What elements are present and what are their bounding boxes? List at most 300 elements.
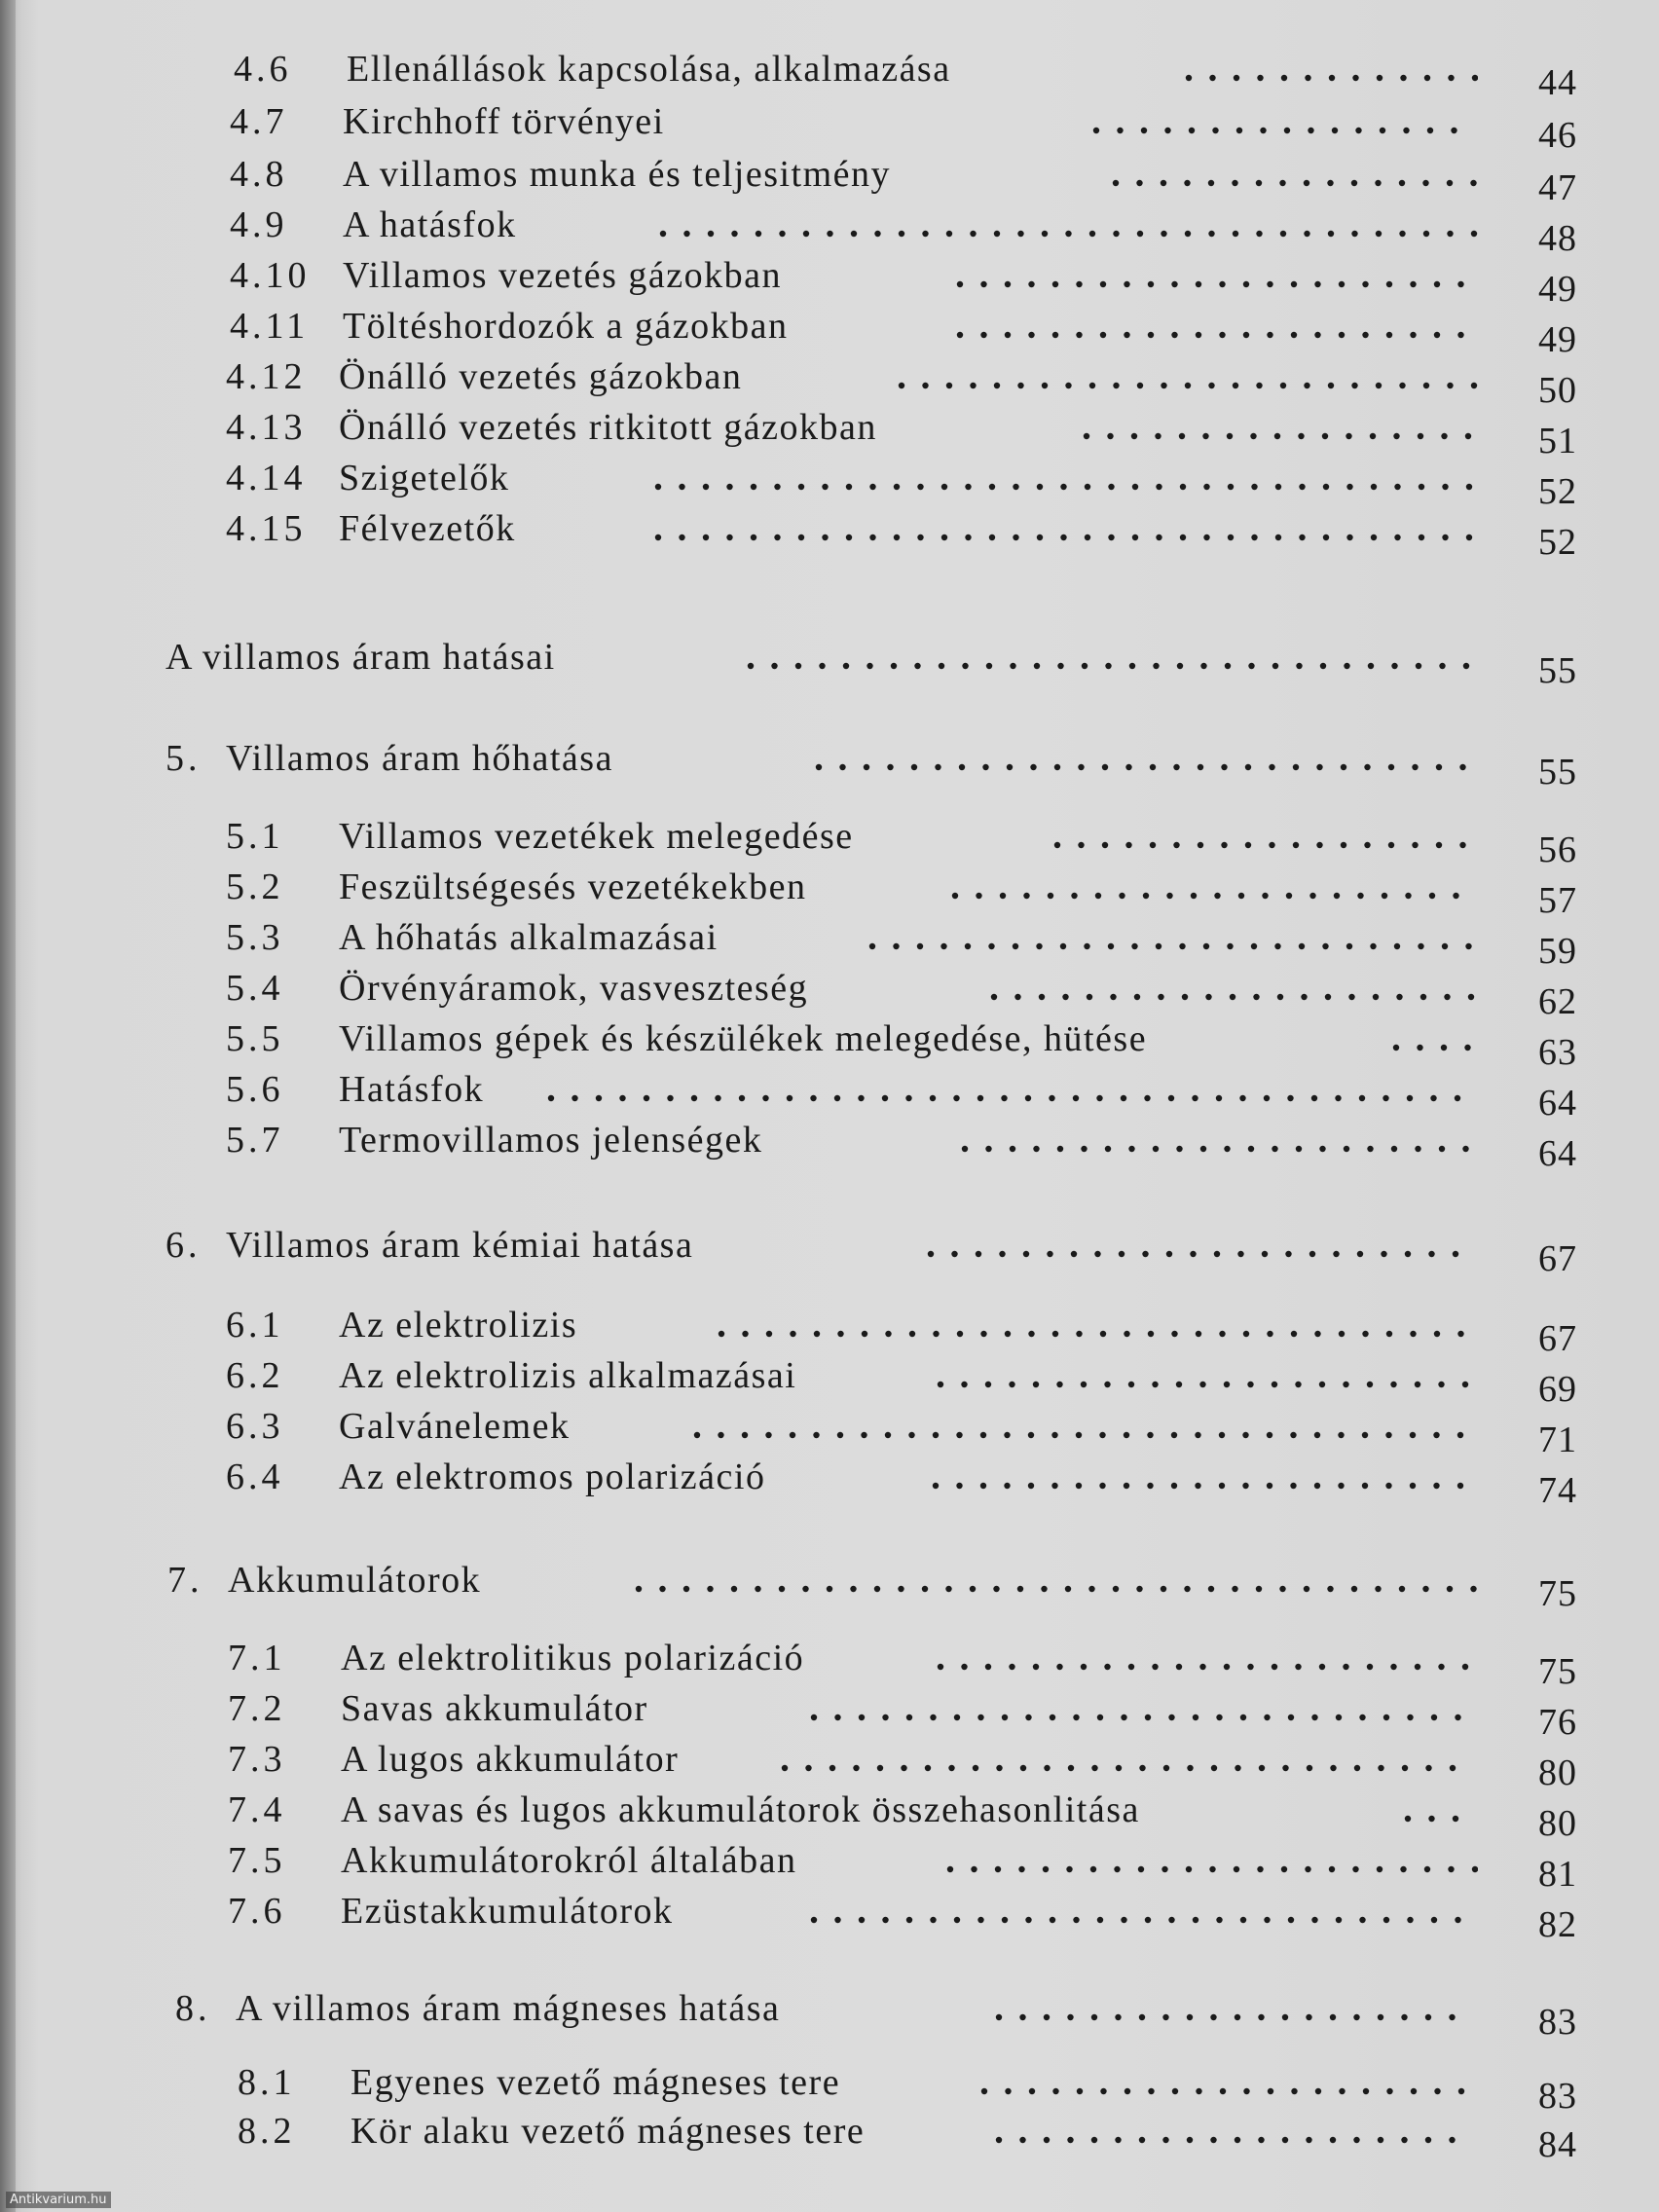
leader-dot <box>1219 1432 1225 1438</box>
toc-title: Ellenállások kapcsolása, alkalmazása <box>347 49 951 90</box>
toc-page-number: 46 <box>1538 115 1577 156</box>
dot-leader <box>896 354 1478 399</box>
leader-dot <box>1193 1917 1198 1923</box>
leader-dot <box>885 1432 891 1438</box>
leader-dot <box>1203 535 1209 540</box>
leader-dot <box>1306 2137 1311 2143</box>
leader-dot <box>1333 1251 1339 1257</box>
leader-dot <box>1388 842 1394 848</box>
dot-leader <box>657 203 1478 247</box>
leader-dot <box>1436 842 1442 848</box>
leader-dot <box>1210 2014 1216 2020</box>
toc-page-number: 75 <box>1538 1651 1577 1692</box>
leader-dot <box>991 994 997 1000</box>
leader-dot <box>1391 663 1397 669</box>
toc-title: A villamos áram hatásai <box>166 637 556 678</box>
leader-dot <box>1402 1765 1408 1771</box>
leader-dot <box>1385 1432 1391 1438</box>
leader-dot <box>861 1432 866 1438</box>
leader-dot <box>1400 75 1406 81</box>
leader-dot <box>917 484 923 490</box>
dot-leader <box>988 966 1478 1011</box>
leader-dot <box>976 1251 981 1257</box>
toc-page-number: 56 <box>1538 830 1577 870</box>
leader-dot <box>1256 1586 1262 1592</box>
leader-dot <box>1334 893 1340 899</box>
leader-dot <box>1401 2014 1407 2020</box>
leader-dot <box>1147 1483 1153 1489</box>
leader-dot <box>1316 764 1322 770</box>
toc-number: 7. <box>167 1560 203 1601</box>
leader-dot <box>1410 281 1416 287</box>
dot-leader <box>545 1067 1478 1112</box>
leader-dot <box>731 1586 737 1592</box>
toc-entry <box>228 1686 1659 1743</box>
leader-dot <box>1248 663 1254 669</box>
leader-dot <box>1267 1432 1272 1438</box>
leader-dot <box>1351 180 1357 186</box>
leader-dot <box>1362 1483 1368 1489</box>
leader-dot <box>1195 1432 1200 1438</box>
leader-dot <box>1453 893 1458 899</box>
leader-dot <box>1166 893 1172 899</box>
leader-dot <box>1152 1664 1158 1670</box>
leader-dot <box>993 1586 999 1592</box>
leader-dot <box>1076 1331 1082 1337</box>
toc-entry <box>226 865 1659 921</box>
leader-dot <box>1125 842 1131 848</box>
leader-dot <box>1447 383 1453 388</box>
toc-number: 4.9 <box>230 204 288 245</box>
leader-dot <box>1256 383 1262 388</box>
leader-dot <box>1087 994 1092 1000</box>
leader-dot <box>1367 1146 1373 1152</box>
leader-dot <box>802 1586 808 1592</box>
leader-dot <box>1327 1586 1333 1592</box>
leader-dot <box>1161 1586 1166 1592</box>
leader-dot <box>571 1095 577 1101</box>
leader-dot <box>1139 2137 1145 2143</box>
leader-dot <box>1470 1586 1476 1592</box>
toc-title: Kirchhoff törvényei <box>343 101 665 142</box>
leader-dot <box>1380 128 1385 133</box>
leader-dot <box>1085 535 1090 540</box>
leader-dot <box>1193 1714 1198 1720</box>
toc-page-number: 67 <box>1538 1318 1577 1359</box>
toc-title: Egyenes vezető mágneses tere <box>350 2062 841 2103</box>
toc-number: 4.11 <box>230 306 310 347</box>
leader-dot <box>1282 1765 1288 1771</box>
leader-dot <box>1243 281 1249 287</box>
toc-title: Villamos vezetés gázokban <box>343 255 782 296</box>
leader-dot <box>1235 1765 1240 1771</box>
leader-dot <box>1311 1917 1317 1923</box>
toc-page-number: 75 <box>1538 1573 1577 1614</box>
leader-dot <box>1364 842 1370 848</box>
toc-number: 4.7 <box>230 101 288 142</box>
leader-dot <box>1311 1714 1317 1720</box>
leader-dot <box>1107 433 1113 439</box>
leader-dot <box>962 1146 968 1152</box>
leader-dot <box>1441 1045 1447 1051</box>
leader-dot <box>1210 2137 1216 2143</box>
leader-dot <box>1399 231 1405 237</box>
leader-dot <box>1102 764 1108 770</box>
leader-dot <box>976 893 981 899</box>
leader-dot <box>834 1095 840 1101</box>
leader-dot <box>1002 1714 1008 1720</box>
leader-dot <box>1423 383 1429 388</box>
leader-dot <box>1258 2014 1264 2020</box>
leader-dot <box>1100 1331 1106 1337</box>
leader-dot <box>1115 2014 1121 2020</box>
leader-dot <box>980 281 986 287</box>
toc-entry <box>226 915 1659 972</box>
leader-dot <box>742 1331 748 1337</box>
leader-dot <box>970 231 976 237</box>
leader-dot <box>938 1664 943 1670</box>
toc-page-number: 64 <box>1538 1083 1577 1124</box>
leader-dot <box>655 484 661 490</box>
leader-dot <box>1267 281 1272 287</box>
leader-dot <box>1247 1382 1253 1387</box>
leader-dot <box>1005 281 1011 287</box>
leader-dot <box>1287 1095 1293 1101</box>
toc-number: 4.12 <box>226 356 307 397</box>
leader-dot <box>1128 1382 1134 1387</box>
leader-dot <box>893 943 899 949</box>
leader-dot <box>930 1917 936 1923</box>
leader-dot <box>1071 1251 1077 1257</box>
leader-dot <box>1158 994 1163 1000</box>
leader-dot <box>1067 2014 1073 2020</box>
leader-dot <box>827 1586 832 1592</box>
leader-dot <box>1013 535 1018 540</box>
leader-dot <box>965 484 971 490</box>
leader-dot <box>1431 1714 1437 1720</box>
dot-leader <box>935 1636 1478 1680</box>
toc-part <box>166 635 1659 691</box>
leader-dot <box>946 231 952 237</box>
leader-dot <box>1084 433 1089 439</box>
leader-dot <box>1403 128 1409 133</box>
leader-dot <box>1291 281 1297 287</box>
leader-dot <box>810 1095 816 1101</box>
leader-dot <box>1100 332 1106 338</box>
leader-dot <box>1351 1586 1357 1592</box>
leader-dot <box>1033 1146 1039 1152</box>
leader-dot <box>1065 231 1071 237</box>
toc-page-number: 52 <box>1538 471 1577 512</box>
leader-dot <box>715 1095 720 1101</box>
leader-dot <box>1084 943 1089 949</box>
leader-dot <box>1142 1251 1148 1257</box>
dot-leader <box>993 1986 1478 2031</box>
leader-dot <box>1005 332 1011 338</box>
leader-dot <box>1293 842 1299 848</box>
leader-dot <box>1455 1917 1460 1923</box>
leader-dot <box>1341 842 1346 848</box>
toc-chapter <box>167 1558 1659 1614</box>
leader-dot <box>1295 1664 1301 1670</box>
leader-dot <box>1368 663 1374 669</box>
leader-dot <box>755 1586 760 1592</box>
leader-dot <box>1184 1586 1190 1592</box>
leader-dot <box>1023 893 1029 899</box>
leader-dot <box>1305 1866 1310 1872</box>
leader-dot <box>1296 1146 1302 1152</box>
leader-dot <box>1129 663 1135 669</box>
dot-leader <box>808 1889 1478 1934</box>
leader-dot <box>1025 1714 1031 1720</box>
leader-dot <box>1457 332 1463 338</box>
toc-chapter <box>166 1223 1659 1279</box>
leader-dot <box>1044 2014 1050 2020</box>
leader-dot <box>1339 332 1345 338</box>
leader-dot <box>1250 433 1256 439</box>
leader-dot <box>1430 1095 1436 1101</box>
toc-title: Hatásfok <box>339 1069 485 1110</box>
leader-dot <box>1034 663 1040 669</box>
leader-dot <box>1291 1331 1297 1337</box>
toc-title: A hőhatás alkalmazásai <box>339 917 719 958</box>
leader-dot <box>1104 1664 1110 1670</box>
leader-dot <box>1438 1382 1444 1387</box>
dot-leader <box>935 1353 1478 1398</box>
leader-dot <box>869 535 875 540</box>
leader-dot <box>922 231 928 237</box>
leader-dot <box>659 1586 665 1592</box>
leader-dot <box>1275 535 1281 540</box>
leader-dot <box>1422 180 1428 186</box>
toc-entry <box>230 304 1659 360</box>
leader-dot <box>1346 943 1352 949</box>
leader-dot <box>548 1095 554 1101</box>
leader-dot <box>718 1432 723 1438</box>
leader-dot <box>1462 1146 1468 1152</box>
leader-dot <box>977 1714 983 1720</box>
leader-dot <box>751 535 756 540</box>
leader-dot <box>1453 1816 1458 1822</box>
leader-dot <box>1405 1816 1411 1822</box>
leader-dot <box>1195 1483 1200 1489</box>
leader-dot <box>1428 1816 1434 1822</box>
leader-dot <box>980 1331 986 1337</box>
leader-dot <box>1422 1586 1428 1592</box>
leader-dot <box>1378 2014 1383 2020</box>
leader-dot <box>1277 994 1283 1000</box>
leader-dot <box>1017 231 1023 237</box>
leader-dot <box>1161 383 1166 388</box>
toc-entry <box>230 152 1659 208</box>
leader-dot <box>795 663 801 669</box>
leader-dot <box>1224 1146 1230 1152</box>
leader-dot <box>933 1331 939 1337</box>
toc-number: 5.4 <box>226 968 284 1009</box>
leader-dot <box>1299 484 1305 490</box>
toc-entry <box>226 966 1659 1022</box>
leader-dot <box>1138 1866 1144 1872</box>
leader-dot <box>877 1765 883 1771</box>
leader-dot <box>970 383 976 388</box>
leader-dot <box>1073 1714 1079 1720</box>
toc-entry <box>228 1838 1659 1895</box>
toc-entry <box>226 405 1659 461</box>
leader-dot <box>1179 433 1185 439</box>
leader-dot <box>1470 180 1476 186</box>
leader-dot <box>1124 1432 1129 1438</box>
leader-dot <box>989 535 995 540</box>
leader-dot <box>1108 484 1114 490</box>
leader-dot <box>1269 764 1274 770</box>
leader-dot <box>703 484 709 490</box>
toc-title: Kör alaku vezető mágneses tere <box>350 2111 866 2152</box>
leader-dot <box>1314 1432 1320 1438</box>
leader-dot <box>1088 1586 1094 1592</box>
leader-dot <box>1191 893 1197 899</box>
leader-dot <box>1367 1382 1373 1387</box>
leader-dot <box>1371 484 1377 490</box>
leader-dot <box>1050 1714 1055 1720</box>
leader-dot <box>813 1432 819 1438</box>
leader-dot <box>1132 484 1138 490</box>
leader-dot <box>1301 994 1307 1000</box>
leader-dot <box>899 383 904 388</box>
leader-dot <box>1364 764 1370 770</box>
dot-leader <box>652 456 1478 500</box>
toc-number: 4.14 <box>226 458 307 498</box>
leader-dot <box>1100 2088 1106 2094</box>
leader-dot <box>1359 1917 1365 1923</box>
leader-dot <box>951 1251 957 1257</box>
toc-number: 4.6 <box>234 49 292 90</box>
dot-leader <box>954 253 1478 298</box>
toc-entry <box>226 1016 1659 1073</box>
leader-dot <box>1234 1866 1239 1872</box>
leader-dot <box>1163 1765 1169 1771</box>
leader-dot <box>1198 764 1203 770</box>
leader-dot <box>1304 383 1309 388</box>
leader-dot <box>1407 1095 1413 1101</box>
leader-dot <box>1280 231 1286 237</box>
leader-dot <box>965 943 971 949</box>
toc-page-number: 63 <box>1538 1032 1577 1073</box>
leader-dot <box>1057 1146 1063 1152</box>
leader-dot <box>1076 281 1082 287</box>
toc-entry <box>228 1636 1659 1692</box>
toc-number: 4.15 <box>226 508 307 549</box>
leader-dot <box>996 1765 1002 1771</box>
leader-dot <box>726 484 732 490</box>
leader-dot <box>1233 231 1238 237</box>
leader-dot <box>994 231 1000 237</box>
toc-page-number: 76 <box>1538 1702 1577 1743</box>
leader-dot <box>1119 893 1124 899</box>
toc-page-number: 50 <box>1538 370 1577 411</box>
leader-dot <box>864 764 869 770</box>
leader-dot <box>1148 1331 1154 1337</box>
leader-dot <box>1228 535 1234 540</box>
leader-dot <box>1214 1251 1220 1257</box>
toc-title: Az elektrolizis <box>339 1305 578 1346</box>
leader-dot <box>882 1095 888 1101</box>
leader-dot <box>1450 1765 1456 1771</box>
leader-dot <box>1243 1331 1249 1337</box>
leader-dot <box>1099 1483 1105 1489</box>
leader-dot <box>1171 281 1177 287</box>
dot-leader <box>716 1303 1478 1347</box>
leader-dot <box>774 535 780 540</box>
leader-dot <box>1357 1251 1363 1257</box>
leader-dot <box>1121 1714 1126 1720</box>
dot-leader <box>866 915 1478 960</box>
leader-dot <box>1054 764 1060 770</box>
leader-dot <box>1043 1866 1049 1872</box>
leader-dot <box>1236 128 1242 133</box>
leader-dot <box>1423 231 1429 237</box>
dot-leader <box>691 1404 1478 1449</box>
leader-dot <box>1019 2014 1025 2020</box>
leader-dot <box>933 1483 939 1489</box>
toc-entry <box>226 1118 1659 1174</box>
leader-dot <box>980 1432 986 1438</box>
leader-dot <box>1200 1146 1206 1152</box>
leader-dot <box>1330 2137 1336 2143</box>
leader-dot <box>874 1586 880 1592</box>
leader-dot <box>1242 1432 1248 1438</box>
leader-dot <box>989 484 995 490</box>
leader-dot <box>1320 663 1326 669</box>
leader-dot <box>941 484 947 490</box>
leader-dot <box>1274 943 1280 949</box>
leader-dot <box>1362 1331 1368 1337</box>
leader-dot <box>1019 2137 1025 2143</box>
leader-dot <box>1245 842 1251 848</box>
leader-dot <box>1028 281 1034 287</box>
leader-dot <box>619 1095 625 1101</box>
leader-dot <box>1004 1432 1010 1438</box>
leader-dot <box>1306 2014 1311 2020</box>
leader-dot <box>1091 1765 1097 1771</box>
leader-dot <box>1150 764 1156 770</box>
dot-leader <box>779 1737 1478 1782</box>
toc-title: Önálló vezetés ritkitott gázokban <box>339 407 877 448</box>
toc-number: 6. <box>166 1225 202 1266</box>
leader-dot <box>1419 484 1424 490</box>
leader-dot <box>1097 1917 1103 1923</box>
leader-dot <box>1288 1917 1294 1923</box>
leader-dot <box>1042 383 1048 388</box>
leader-dot <box>1235 2014 1240 2020</box>
leader-dot <box>1010 1146 1015 1152</box>
leader-dot <box>1225 663 1231 669</box>
leader-dot <box>1090 1866 1096 1872</box>
toc-entry <box>230 253 1659 310</box>
leader-dot <box>1052 2088 1058 2094</box>
toc-title: Villamos áram kémiai hatása <box>226 1225 694 1266</box>
leader-dot <box>1390 1664 1396 1670</box>
leader-dot <box>1013 484 1018 490</box>
leader-dot <box>1288 1714 1294 1720</box>
leader-dot <box>939 663 944 669</box>
leader-dot <box>1017 383 1023 388</box>
leader-dot <box>1420 994 1426 1000</box>
leader-dot <box>1410 1483 1416 1489</box>
leader-dot <box>1102 842 1108 848</box>
leader-dot <box>859 1917 865 1923</box>
leader-dot <box>739 1095 745 1101</box>
leader-dot <box>1113 383 1119 388</box>
